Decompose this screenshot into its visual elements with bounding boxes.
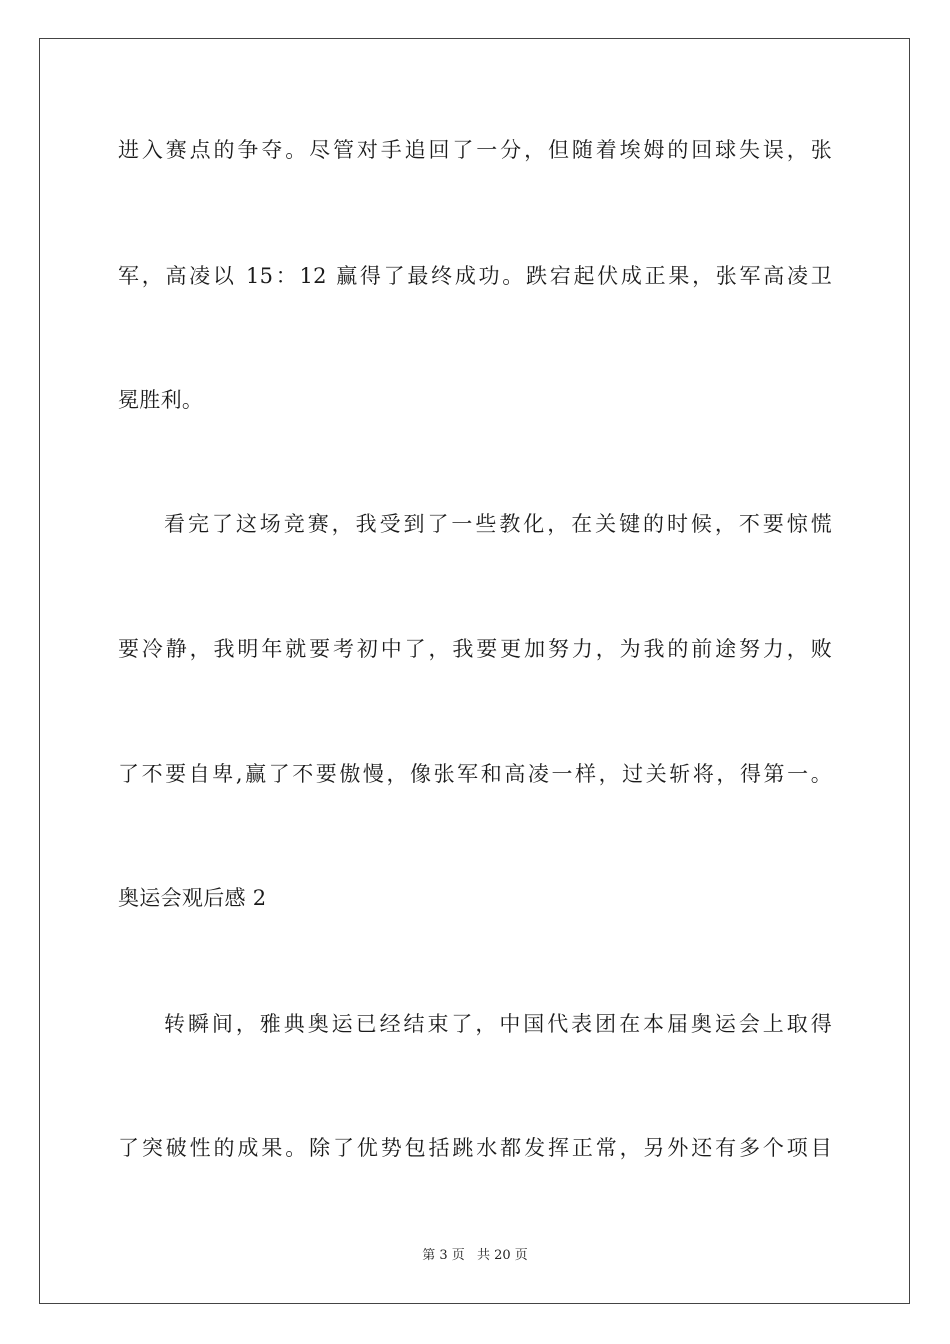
text-line-4: 看完了这场竞赛，我受到了一些教化，在关键的时候，不要惊慌	[164, 512, 832, 536]
page-border	[39, 38, 910, 1304]
page-number: 第 3 页	[422, 1248, 465, 1263]
text-line-9: 了突破性的成果。除了优势包括跳水都发挥正常，另外还有多个项目	[118, 1136, 832, 1160]
text-line-5: 要冷静，我明年就要考初中了，我要更加努力，为我的前途努力，败	[118, 637, 832, 661]
text-line-2: 军，高凌以 15：12 赢得了最终成功。跌宕起伏成正果，张军高凌卫	[118, 264, 832, 288]
page-total: 共 20 页	[476, 1248, 528, 1263]
page-footer	[0, 1247, 950, 1265]
text-line-6: 了不要自卑,赢了不要傲慢，像张军和高凌一样，过关斩将，得第一。	[118, 762, 832, 786]
text-line-3: 冕胜利。	[118, 388, 204, 412]
text-line-1: 进入赛点的争夺。尽管对手追回了一分，但随着埃姆的回球失误，张	[118, 138, 832, 162]
section-heading: 奥运会观后感 2	[118, 886, 267, 910]
text-line-8: 转瞬间，雅典奥运已经结束了，中国代表团在本届奥运会上取得	[164, 1012, 832, 1036]
